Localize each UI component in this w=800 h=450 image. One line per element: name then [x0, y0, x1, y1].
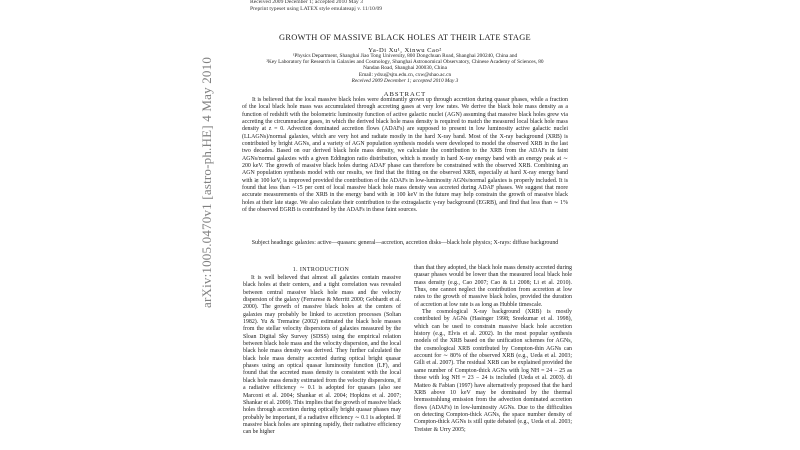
page-header: [250, 0, 382, 12]
affiliation-line: ¹Physics Department, Shanghai Jiao Tong University, 800 Dongchuan Road, Shanghai 200240, China and: [292, 53, 518, 59]
arxiv-identifier[interactable]: arXiv:1005.0470v1 [astro-ph.HE] 4 May 2010: [199, 56, 214, 308]
author-list: Ya-Di Xu¹, Xinwu Cao²: [368, 47, 442, 54]
received-line: Received 2009 December 1; accepted 2010 May 3: [250, 0, 363, 5]
affiliation-line: ²Key Laboratory for Research in Galaxies and Cosmology, Shanghai Astronomical Observatory, Chinese Academy of Sciences, 80: [266, 59, 544, 66]
preprint-line: Preprint typeset using LATEX style emulateapj v. 11/10/09: [250, 5, 383, 12]
abstract-heading: ABSTRACT: [383, 91, 427, 98]
intro-paragraph: The cosmological X-ray background (XRB) is mostly contributed by AGNs (Hasinger 1998; Sreekumar et al. 1998), which can be used to constrain massive black hole accretion history (e.g., Elvis et al. 2002). In the most popular synthesis models of the XRB based on the unification schemes for AGNs, the cosmological XRB contributed by Compton-thin AGNs can account for ∼ 80% of the observed XRB (e.g., Ueda et al. 2003; Gilli et al. 2007). The residual XRB can be explained provided the same number of Compton-thick AGNs with log NH = 24 − 25 as those with log NH = 23 − 24 is included (Ueda et al. 2003). di Matteo & Fabian (1997) have alternatively proposed that the hard XRB above 10 keV may be dominated by the thermal bremsstrahlung emission from the advection dominated accretion flows (ADAFs) in low-luminosity AGNs. Due to the difficulties on detecting Compton-thick AGNs, the space number density of Compton-thick AGNs is still quite debated (e.g., Ueda et al. 2003; Treister & Urry 2005;: [414, 309, 572, 433]
email-line: Email: ydxu@sjtu.edu.cn, cxw@shao.ac.cn: [358, 71, 452, 78]
abstract-text: It is believed that the local massive black holes were dominantly grown up through accretion during quasar phases, while a fraction of the local black hole mass was accumulated through accreting gases at very low rates. We derive the black hole mass density as a function of redshift with the bolometric luminosity function of active galactic nuclei (AGN) assuming that massive black holes grew via accreting the circumnuclear gases, in which the derived black hole mass density is required to match the measured local black hole mass density at z = 0. Advection dominated accretion flows (ADAFs) are supposed to present in low luminosity active galactic nuclei (LLAGNs)/normal galaxies, which are very hot and radiate mostly in the hard X-ray band. Most of the X-ray background (XRB) is contributed by bright AGNs, and a variety of AGN population synthesis models were developed to model the observed XRB in the last two decades. Based on our derived black hole mass density, we calculate the contribution to the XRB from the ADAFs in faint AGNs/normal galaxies with a given Eddington ratio distribution, which is mostly in hard X-ray energy band with an energy peak at ∼ 200 keV. The growth of massive black holes during ADAF phase can therefore be constrained with the observed XRB. Combining an AGN population synthesis model with our results, we find that the fitting on the observed XRB, especially at hard X-ray energy band with ≳ 100 keV, is improved provided the contribution of the ADAFs in low-luminosity AGNs/normal galaxies is properly included. It is found that less than ∼15 per cent of local massive black hole mass density was accreted during ADAF phases. We suggest that more accurate measurements of the XRB in the energy band with ≳ 100 keV in the future may help constrain the growth of massive black holes at their late stage. We also calculate their contribution to the extragalactic γ-ray background (EGRB), and find that less than ∼ 1% of the observed EGRB is contributed by the ADAFs in these faint sources.: [242, 97, 568, 214]
affiliations: [240, 53, 570, 84]
received-date-line: Received 2009 December 1; accepted 2010 May 3: [351, 77, 459, 84]
intro-paragraph: than that they adopted, the black hole mass density accreted during quasar phases would be lower than the measured local black hole mass density (e.g., Cao 2007; Cao & Li 2008; Li et al. 2010). Thus, one cannot neglect the contribution from accretion at low rates to the growth of massive black holes, provided the duration of accretion at low rate is as long as Hubble timescale.: [414, 265, 572, 308]
intro-left-column: It is well believed that almost all galaxies contain massive black holes at their centers, and a tight correlation was revealed between central massive black hole mass and the velocity dispersion of the galaxy (Ferrarese & Merritt 2000; Gebhardt et al. 2000). The growth of massive black holes at the centers of galaxies may probably be linked to accretion processes (Soltan 1982). Yu & Tremaine (2002) estimated the black hole masses from the stellar velocity dispersions of galaxies measured by the Sloan Digital Sky Survey (SDSS) using the empirical relation between black hole mass and the velocity dispersion, and the local black hole mass density was derived. They further calculated the black hole mass density accreted during optical bright quasar phases using an optical quasar luminosity function (LF), and found that the accreted mass density is consistent with the local black hole mass density estimated from the velocity dispersions, if a radiative efficiency ∼ 0.1 is adopted for quasars (also see Marconi et al. 2004; Shankar et al. 2004; Hopkins et al. 2007; Shankar et al. 2009). This implies that the growth of massive black holes through accretion during optically bright quasar phases may probably be important, if a radiative efficiency ∼ 0.1 is adopted. If massive black holes are spinning rapidly, their radiative efficiency can be higher: [243, 275, 401, 436]
affiliation-line: Nandan Road, Shanghai 200030, China: [363, 65, 447, 72]
section-heading-introduction: 1. INTRODUCTION: [292, 267, 350, 273]
paper-title: GROWTH OF MASSIVE BLACK HOLES AT THEIR LATE STAGE: [279, 33, 531, 42]
subject-headings: Subject headings: galaxies: active—quasars: general—accretion, accretion disks—black hole physics; X-rays: diffuse background: [251, 240, 559, 246]
intro-right-column: [414, 265, 572, 434]
